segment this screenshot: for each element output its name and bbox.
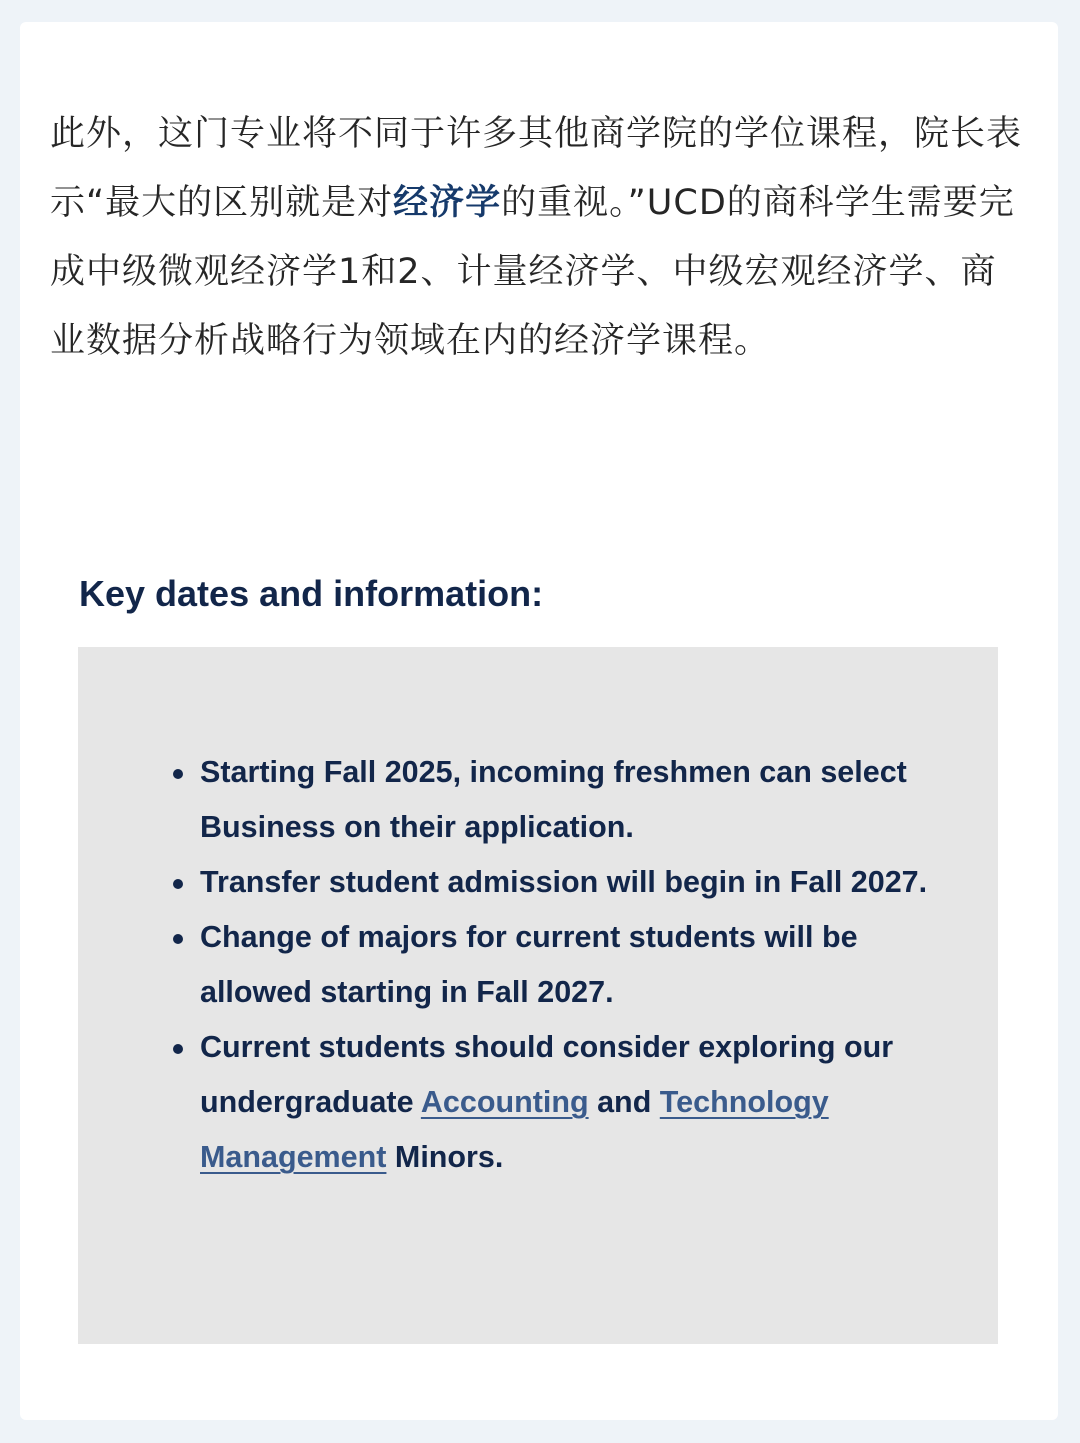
list-item-text: Starting Fall 2025, incoming freshmen can select Business on their application. — [200, 755, 907, 844]
key-dates-heading: Key dates and information: — [79, 573, 544, 614]
bullet-icon — [173, 879, 183, 889]
economics-highlight: 经济学 — [393, 183, 502, 223]
list-item-text: Transfer student admission will begin in Fall 2027. — [200, 865, 928, 899]
bullet-icon — [173, 769, 183, 779]
list-item — [78, 745, 998, 855]
list-item-text: Change of majors for current students will be allowed starting in Fall 2027. — [200, 920, 858, 1009]
list-item — [78, 1020, 998, 1185]
key-dates-box — [78, 647, 998, 1344]
bullet-icon — [173, 1044, 183, 1054]
intro-paragraph — [50, 100, 1030, 376]
list-item-text: and — [588, 1085, 660, 1119]
accounting-minor-link[interactable]: Accounting — [420, 1085, 589, 1119]
list-item-text: Current students should consider exploring our undergraduate — [200, 1030, 894, 1119]
key-dates-list — [78, 745, 998, 1185]
list-item — [78, 910, 998, 1020]
list-item-text: Minors. — [386, 1140, 504, 1174]
intro-text-after: 的重视。”UCD的商科学生需要完成中级微观经济学1和2、计量经济学、中级宏观经济学、商业数据分析战略行为领域在内的经济学课程。 — [50, 183, 1015, 361]
technology-management-minor-link[interactable]: Technology Management — [200, 1085, 829, 1174]
bullet-icon — [173, 934, 183, 944]
intro-text-before: 此外，这门专业将不同于许多其他商学院的学位课程，院长表示“最大的区别就是对 — [50, 114, 1023, 223]
list-item — [78, 855, 998, 910]
